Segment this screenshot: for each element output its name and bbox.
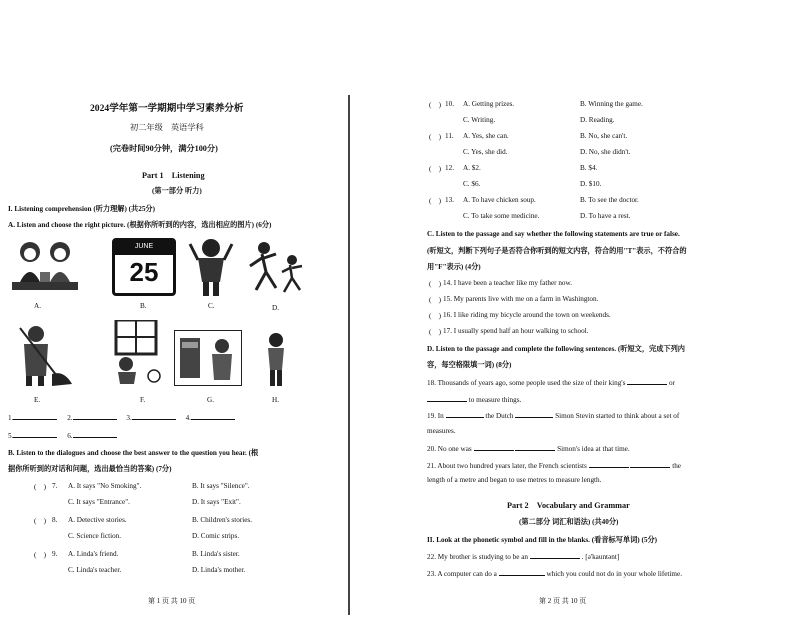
q19-blank-2[interactable] [515, 410, 553, 418]
section-b-heading-1: B. Listen to the dialogues and choose the best answer to the question you hear. (根 [8, 449, 259, 457]
part2-title: Part 2 Vocabulary and Grammar [507, 501, 630, 510]
q14-bracket[interactable]: ( ) [429, 280, 441, 288]
q10-option-a: A. Getting prizes. [463, 100, 515, 108]
section-c-heading-1: C. Listen to the passage and say whether the following statements are true or false. [427, 230, 680, 238]
q7-option-a: A. It says "No Smoking". [68, 482, 142, 490]
blank-num: 3. [126, 414, 132, 422]
right-page [397, 0, 794, 634]
label-g: G. [207, 396, 214, 404]
q12-bracket[interactable]: ( ) [429, 165, 441, 173]
q11-option-a: A. Yes, she can. [463, 132, 509, 140]
q20-text: 20. No one was [427, 445, 472, 453]
q10-num: 10. [445, 100, 454, 108]
q12-option-d: D. $10. [580, 180, 602, 188]
q8-bracket[interactable]: ( ) [34, 517, 46, 525]
q23-line [427, 568, 682, 578]
q16-bracket[interactable]: ( ) [429, 312, 441, 320]
q11-option-b: B. No, she can't. [580, 132, 628, 140]
q17-bracket[interactable]: ( ) [429, 328, 441, 336]
q19-blank-1[interactable] [446, 410, 484, 418]
q13-option-b: B. To see the doctor. [580, 196, 639, 204]
section-d-heading-2: 容，每空格限填一词) (8分) [427, 361, 512, 369]
q20-line [427, 443, 630, 453]
picture-e-sweeping [12, 324, 74, 388]
q8-option-c: C. Science fiction. [68, 532, 122, 540]
q7-option-b: B. It says "Silence". [192, 482, 250, 490]
q13-option-a: A. To have chicken soup. [463, 196, 536, 204]
q9-bracket[interactable]: ( ) [34, 551, 46, 559]
q11-bracket[interactable]: ( ) [429, 133, 441, 141]
answer-blank-1[interactable] [13, 412, 57, 420]
section-d-heading-1: D. Listen to the passage and complete the following sentences. (听短文，完成下列内 [427, 345, 685, 353]
q20-blank-1[interactable] [474, 443, 514, 451]
section-1-heading: I. Listening comprehension (听力理解) (共25分) [8, 205, 156, 213]
q10-option-d: D. Reading. [580, 116, 615, 124]
blank-num: 4. [185, 414, 191, 422]
answer-blank-2[interactable] [73, 412, 117, 420]
q7-option-c: C. It says "Entrance". [68, 498, 130, 506]
page-footer-1: 第 1 页 共 10 页 [148, 597, 196, 605]
time-info: (完卷时间90分钟，满分100分) [110, 144, 218, 153]
blank-num: 5. [8, 432, 14, 440]
section-b-heading-2: 据你所听到的对话和问题，选出最恰当的答案) (7分) [8, 465, 172, 473]
picture-h-person-standing [262, 332, 290, 388]
q20-text-end: Simon's idea at that time. [557, 445, 630, 453]
q9-option-d: D. Linda's mother. [192, 566, 246, 574]
q20-blank-2[interactable] [515, 443, 555, 451]
q12-num: 12. [445, 164, 454, 172]
picture-f-window-ball [108, 320, 164, 386]
picture-c-person-cheering [188, 236, 234, 298]
q18-blank-2[interactable] [427, 394, 467, 402]
q15-bracket[interactable]: ( ) [429, 296, 441, 304]
calendar-day: 25 [129, 257, 159, 287]
answer-blank-4[interactable] [191, 412, 235, 420]
q22-text: 22. My brother is studying to be an [427, 553, 529, 561]
q11-num: 11. [445, 132, 454, 140]
label-e: E. [34, 396, 41, 404]
q21-line2: length of a metre and began to use metres to measure length. [427, 476, 602, 484]
q22-phonetic: . [ə'kauntənt] [581, 553, 620, 561]
q8-num: 8. [52, 516, 58, 524]
calendar-month: JUNE [134, 243, 154, 250]
q12-option-b: B. $4. [580, 164, 598, 172]
q17-text: 17. I usually spend half an hour walking to school. [443, 327, 589, 335]
picture-b-calendar [112, 238, 176, 296]
q9-option-a: A. Linda's friend. [68, 550, 119, 558]
q23-text-end: which you could not do in your whole lifetime. [546, 570, 682, 578]
q10-option-b: B. Winning the game. [580, 100, 643, 108]
q18-line1 [427, 377, 675, 387]
q11-option-d: D. No, she didn't. [580, 148, 631, 156]
q18-text-or: or [668, 379, 675, 387]
part1-sub: (第一部分 听力) [152, 187, 202, 195]
section-a-heading: A. Listen and choose the right picture. (根据你所听到的内容，选出相应的图片) (6分) [8, 221, 272, 229]
q9-num: 9. [52, 550, 58, 558]
q11-option-c: C. Yes, she did. [463, 148, 508, 156]
part1-title: Part 1 Listening [142, 171, 205, 180]
q8-option-a: A. Detective stories. [68, 516, 127, 524]
q8-option-b: B. Children's stories. [192, 516, 252, 524]
q19-text: 19. In [427, 412, 444, 420]
page-divider [348, 95, 350, 615]
blank-num: 2. [67, 414, 73, 422]
q7-option-d: D. It says "Exit". [192, 498, 241, 506]
picture-a-kids-talking [12, 238, 78, 296]
q21-text-the: the [672, 462, 681, 470]
q12-option-c: C. $6. [463, 180, 481, 188]
section-c-heading-2: (听短文，判断下列句子是否符合你听到的短文内容，符合的用"T"表示，不符合的 [427, 247, 687, 255]
q10-bracket[interactable]: ( ) [429, 101, 441, 109]
q19-text-end: Simon Stevin started to think about a set of [555, 412, 680, 420]
exam-title: 2024学年第一学期期中学习素养分析 [90, 103, 244, 114]
q22-blank[interactable] [530, 551, 580, 559]
answer-blank-3[interactable] [132, 412, 176, 420]
q15-text: 15. My parents live with me on a farm in Washington. [443, 295, 599, 303]
q14-text: 14. I have been a teacher like my father now. [443, 279, 573, 287]
q21-text: 21. About two hundred years later, the French scientists [427, 462, 587, 470]
section-c-heading-3: 用"F"表示) (4分) [427, 263, 481, 271]
q23-text: 23. A computer can do a [427, 570, 497, 578]
picture-g-desk-scene [174, 330, 242, 386]
q19-line1 [427, 410, 679, 420]
page-footer-2: 第 2 页 共 10 页 [539, 597, 587, 605]
q13-option-d: D. To have a rest. [580, 212, 631, 220]
blank-row-1 [8, 412, 235, 422]
label-f: F. [140, 396, 146, 404]
q19-line2: measures. [427, 427, 456, 435]
q9-option-b: B. Linda's sister. [192, 550, 240, 558]
q21-blank-1[interactable] [589, 460, 629, 468]
q13-num: 13. [445, 196, 454, 204]
label-a: A. [34, 302, 41, 310]
label-c: C. [208, 302, 215, 310]
q22-line [427, 551, 619, 561]
q10-option-c: C. Writing. [463, 116, 496, 124]
q7-num: 7. [52, 482, 58, 490]
q7-bracket[interactable]: ( ) [34, 483, 46, 491]
q18-text: 18. Thousands of years ago, some people used the size of their king's [427, 379, 626, 387]
q8-option-d: D. Comic strips. [192, 532, 240, 540]
answer-blank-5[interactable] [13, 430, 57, 438]
blank-num: 1. [8, 414, 14, 422]
answer-blank-6[interactable] [73, 430, 117, 438]
q18-text-end: to measure things. [468, 396, 522, 404]
section-ii-heading: II. Look at the phonetic symbol and fill in the blanks. (看音标写单词) (5分) [427, 536, 658, 544]
q13-option-c: C. To take some medicine. [463, 212, 540, 220]
blank-row-2 [8, 430, 117, 440]
part2-sub: (第二部分 词汇和语法) (共40分) [519, 518, 619, 526]
q16-text: 16. I like riding my bicycle around the town on weekends. [443, 311, 611, 319]
q9-option-c: C. Linda's teacher. [68, 566, 122, 574]
q21-line1 [427, 460, 681, 470]
label-b: B. [140, 302, 147, 310]
label-d: D. [272, 304, 279, 312]
label-h: H. [272, 396, 279, 404]
grade-subject: 初二年级 英语学科 [130, 123, 204, 132]
q18-blank-1[interactable] [627, 377, 667, 385]
q21-blank-2[interactable] [630, 460, 670, 468]
blank-num: 6. [67, 432, 73, 440]
q23-blank[interactable] [499, 568, 545, 576]
q19-text-dutch: the Dutch [485, 412, 514, 420]
picture-d-runners [248, 240, 304, 296]
q13-bracket[interactable]: ( ) [429, 197, 441, 205]
q12-option-a: A. $2. [463, 164, 481, 172]
q18-line2 [427, 394, 521, 404]
